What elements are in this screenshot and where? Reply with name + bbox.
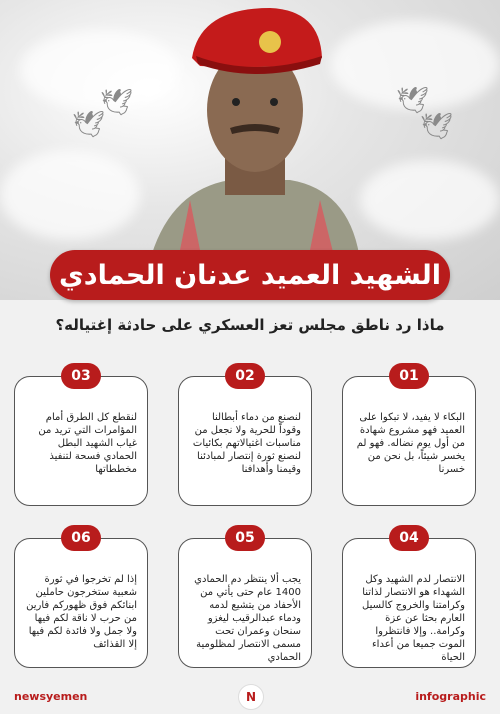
card-text: البكاء لا يفيد، لا تبكوا على العميد فهو مشروع شهادة من أول يوم نضاله. فهو لم يخسر شيئاً، بل نحن من خسرنا — [356, 412, 465, 475]
card-number: 02 — [225, 363, 265, 389]
card-number: 05 — [225, 525, 265, 551]
statement-card — [178, 530, 312, 668]
card-text: الانتصار لدم الشهيد وكل الشهداء هو الانتصار لذاتنا وكرامتنا والخروج كالسيل العارم بحثا عن عزة وكرامة.. وإلا فانتظروا الموت جميعا من أعداء الحياة — [362, 574, 465, 663]
statement-card — [14, 368, 148, 506]
dove-icon: 🕊 — [72, 110, 106, 140]
statement-card — [178, 368, 312, 506]
card-text: لنصنع من دماء أبطالنا وقوداً للحرية ولا نجعل من مناسبات اغتيالاتهم بكائيات لنصنع ثورة إنتصار لمبادئنا وقيمنا وأهدافنا — [192, 412, 301, 475]
card-number: 01 — [389, 363, 429, 389]
page-title: الشهيد العميد عدنان الحمادي — [50, 250, 450, 300]
card-text: يجب ألا ينتظر دم الحمادي 1400 عام حتى يأتي من الأحفاد من يتشيع لدمه ودماء عبدالرقيب ليغزو سنحان وعمران تحت مسمى الانتصار لمظلومية الحمادي — [194, 574, 301, 663]
brand-name: newsyemen — [14, 690, 88, 703]
card-number: 06 — [61, 525, 101, 551]
card-number: 04 — [389, 525, 429, 551]
card-number: 03 — [61, 363, 101, 389]
card-text: لنقطع كل الطرق أمام المؤامرات التي تريد من غياب الشهيد البطل الحمادي فسحة لتنفيذ مخططاتها — [38, 412, 137, 475]
infographic-label: infographic — [415, 690, 486, 703]
statement-card — [14, 530, 148, 668]
dove-icon: 🕊 — [100, 88, 134, 118]
statement-card — [342, 530, 476, 668]
page-subtitle: ماذا رد ناطق مجلس تعز العسكري على حادثة إغتياله؟ — [55, 316, 445, 334]
statement-card — [342, 368, 476, 506]
brand-logo-icon: N — [238, 684, 264, 710]
card-text: إذا لم تخرجوا في ثورة شعبية ستخرجون حاملين ابنائكم فوق ظهوركم فارين من حرب لا ناقة لكم فيها ولا جمل ولا فائدة لكم فيها إلا القذائف — [26, 574, 137, 650]
footer — [0, 684, 500, 714]
dove-icon: 🕊 — [396, 86, 430, 116]
dove-icon: 🕊 — [420, 112, 454, 142]
